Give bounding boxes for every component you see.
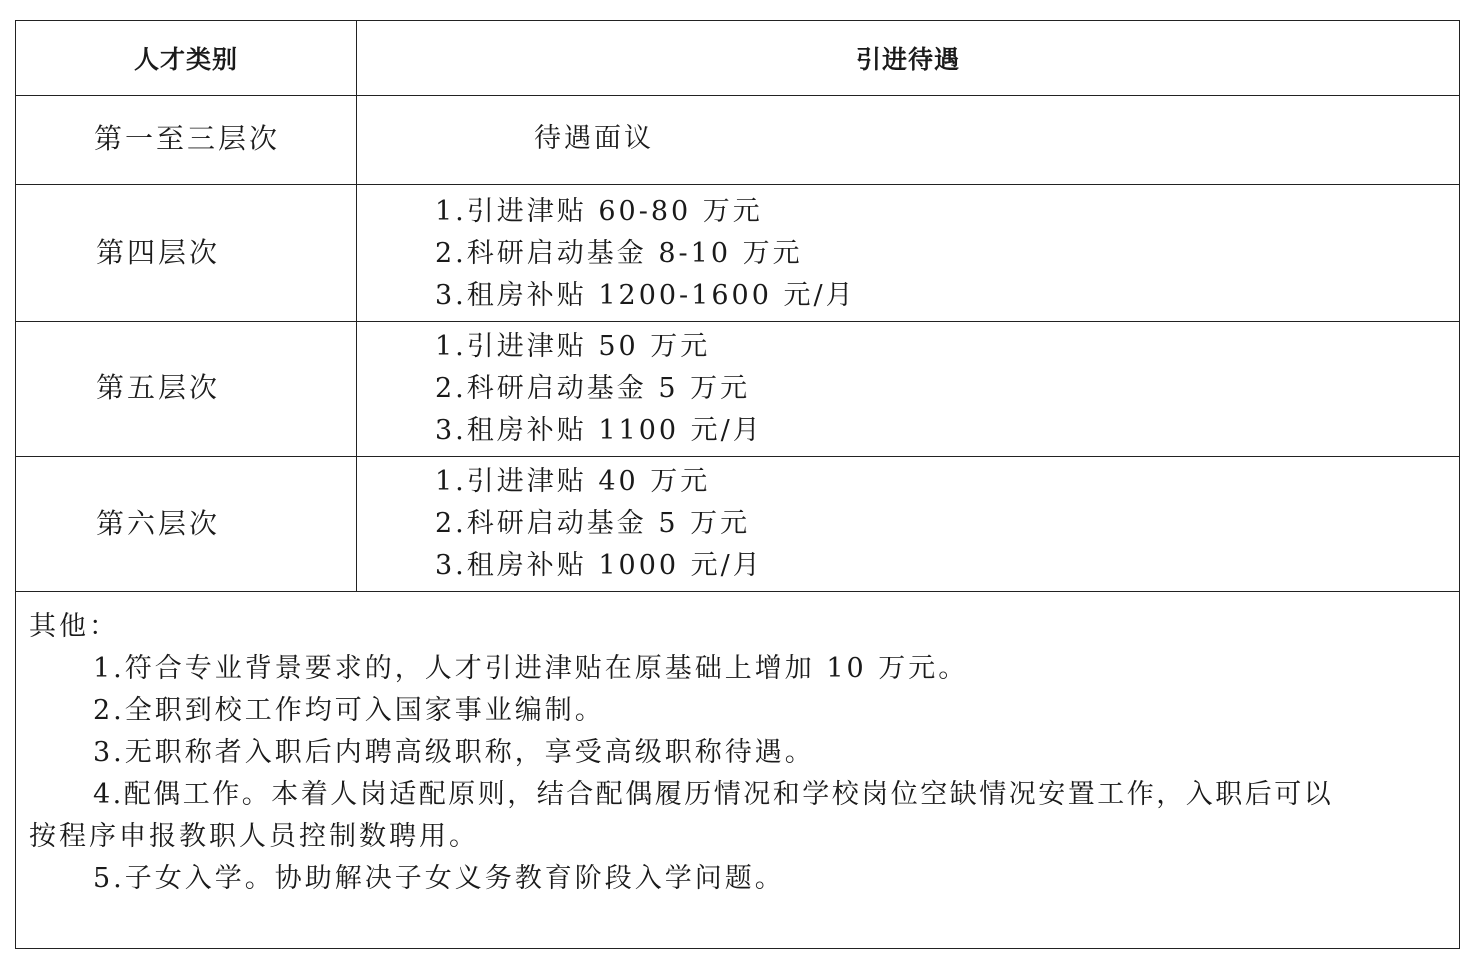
category-label: 第六层次 bbox=[96, 507, 221, 540]
note-item: 5.子女入学。协助解决子女义务教育阶段入学问题。 bbox=[93, 863, 785, 894]
treatment-item: 3.租房补贴 1100 元/月 bbox=[435, 415, 763, 446]
category-cell bbox=[16, 322, 357, 456]
treatment-item: 1.引进津贴 40 万元 bbox=[435, 466, 711, 497]
notes-title: 其他： bbox=[29, 611, 119, 642]
header-category-label: 人才类别 bbox=[133, 45, 239, 74]
header-cell-category bbox=[16, 21, 357, 95]
note-item-continuation: 按程序申报教职人员控制数聘用。 bbox=[29, 821, 479, 852]
treatment-item: 3.租房补贴 1000 元/月 bbox=[435, 550, 763, 581]
treatment-cell bbox=[357, 185, 1459, 321]
note-item: 4.配偶工作。本着人岗适配原则，结合配偶履历情况和学校岗位空缺情况安置工作，入职后可以 bbox=[93, 779, 1334, 810]
category-cell bbox=[16, 185, 357, 321]
table-row bbox=[16, 457, 1459, 592]
note-item: 2.全职到校工作均可入国家事业编制。 bbox=[93, 695, 605, 726]
note-item: 3.无职称者入职后内聘高级职称，享受高级职称待遇。 bbox=[93, 737, 815, 768]
treatment-item: 1.引进津贴 60-80 万元 bbox=[435, 196, 763, 227]
header-cell-treatment bbox=[357, 21, 1459, 95]
other-notes-section bbox=[16, 592, 1459, 948]
treatment-item: 待遇面议 bbox=[534, 123, 654, 154]
talent-treatment-table bbox=[15, 20, 1460, 949]
treatment-cell bbox=[357, 457, 1459, 591]
category-label: 第一至三层次 bbox=[94, 122, 281, 155]
table-row bbox=[16, 185, 1459, 322]
treatment-item: 2.科研启动基金 5 万元 bbox=[435, 508, 751, 539]
header-treatment-label: 引进待遇 bbox=[855, 45, 961, 74]
table-row bbox=[16, 96, 1459, 185]
category-label: 第四层次 bbox=[96, 236, 221, 269]
table-header-row bbox=[16, 21, 1459, 96]
note-item: 1.符合专业背景要求的，人才引进津贴在原基础上增加 10 万元。 bbox=[93, 653, 969, 684]
category-cell bbox=[16, 96, 357, 184]
treatment-cell bbox=[357, 322, 1459, 456]
treatment-item: 2.科研启动基金 5 万元 bbox=[435, 373, 751, 404]
treatment-item: 1.引进津贴 50 万元 bbox=[435, 331, 711, 362]
category-label: 第五层次 bbox=[96, 371, 221, 404]
treatment-item: 2.科研启动基金 8-10 万元 bbox=[435, 238, 803, 269]
treatment-cell bbox=[357, 96, 1459, 184]
table-row bbox=[16, 322, 1459, 457]
treatment-item: 3.租房补贴 1200-1600 元/月 bbox=[435, 280, 856, 311]
category-cell bbox=[16, 457, 357, 591]
